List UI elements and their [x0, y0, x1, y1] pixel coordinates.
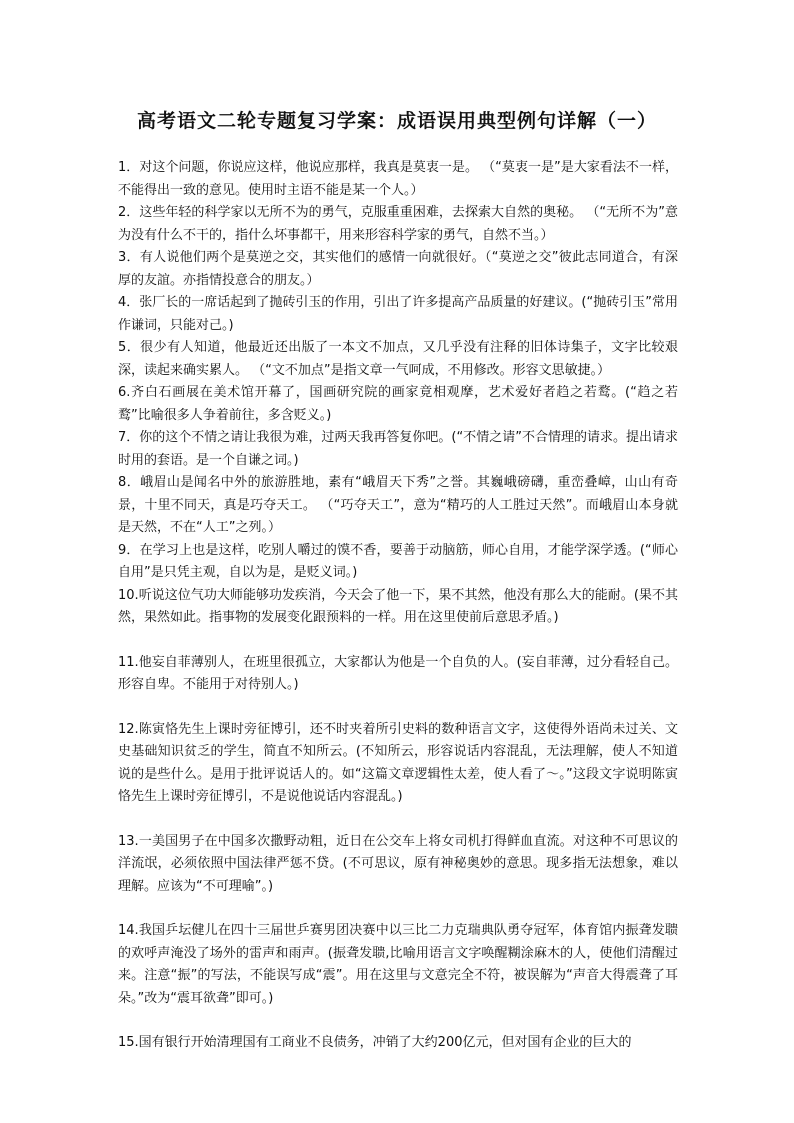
example-item-3: 3．有人说他们两个是莫逆之交，其实他们的感情一向就很好。（“莫逆之交”彼此志同道合，有深厚的友誼。亦指情投意合的朋友。）	[118, 250, 678, 288]
example-item-14: 14.我国乒坛健儿在四十三届世乒赛男团决赛中以三比二力克瑞典队勇夺冠军，体育馆内振聋发聩的欢呼声淹没了场外的雷声和雨声。(振聋发聩,比喻用语言文字唤醒糊涂麻木的人，使他们清醒过来。注意“振”的写法，不能误写成“震”。用在这里与文意完全不符，被误解为“声音大得震聋了耳朵。”改为“震耳欲聋”即可。)	[118, 923, 678, 1006]
example-item-7: 7．你的这个不情之请让我很为难，过两天我再答复你吧。(“不情之请”不合情理的请求。提出请求时用的套语。是一个自谦之词。)	[118, 430, 678, 468]
example-item-8: 8．峨眉山是闻名中外的旅游胜地，素有“峨眉天下秀”之誉。其巍峨磅礴，重峦叠嶂，山山有奇景，十里不同天，真是巧夺天工。 （“巧夺天工”，意为“精巧的人工胜过天然”。而峨眉山本身就是天然，不在“人工”之列。）	[118, 475, 678, 535]
example-item-5: 5．很少有人知道，他最近还出版了一本文不加点，又几乎没有注释的旧体诗集子，文字比较艰深，读起来确实累人。 （“文不加点”是指文章一气呵成，不用修改。形容文思敏捷。）	[118, 340, 678, 378]
example-item-13: 13.一美国男子在中国多次撒野动粗，近日在公交车上将女司机打得鲜血直流。对这种不可思议的洋流氓，必须依照中国法律严惩不贷。(不可思议，原有神秘奥妙的意思。现多指无法想象，难以理解。应该为“不可理喻”。)	[118, 833, 678, 894]
example-item-2: 2．这些年轻的科学家以无所不为的勇气，克服重重困难，去探索大自然的奥秘。 （“无所不为”意为没有什么不干的，指什么坏事都干，用来形容科学家的勇气，自然不当。）	[118, 205, 678, 243]
example-item-12: 12.陈寅恪先生上课时旁征博引，还不时夹着所引史料的数种语言文字，这使得外语尚未过关、文史基础知识贫乏的学生，简直不知所云。(不知所云，形容说话内容混乱，无法理解，使人不知道说的是些什么。是用于批评说话人的。如“这篇文章逻辑性太差，使人看了～。”这段文字说明陈寅恪先生上课时旁征博引，不是说他说话内容混乱。)	[118, 721, 678, 804]
example-item-6: 6.齐白石画展在美术馆开幕了，国画研究院的画家竟相观摩，艺术爱好者趋之若鹜。(“趋之若鹜”比喻很多人争着前往，多含贬义。)	[118, 385, 678, 423]
example-item-15: 15.国有银行开始清理国有工商业不良债务，冲销了大约200亿元，但对国有企业的巨大的	[118, 1035, 632, 1050]
example-item-10: 10.听说这位气功大师能够功发疾消，今天会了他一下，果不其然，他没有那么大的能耐。(果不其然，果然如此。指事物的发展变化跟预料的一样。用在这里使前后意思矛盾。)	[118, 587, 678, 625]
example-item-1: 1．对这个问题，你说应这样，他说应那样，我真是莫衷一是。 （“莫衷一是”是大家看法不一样，不能得出一致的意见。使用时主语不能是某一个人。）	[118, 160, 678, 198]
example-item-9: 9．在学习上也是这样，吃别人嚼过的馍不香，要善于动脑筋，师心自用，才能学深学透。(“师心自用”是只凭主观，自以为是，是贬义词。)	[118, 542, 678, 580]
document-body	[118, 157, 678, 1055]
example-item-11: 11.他妄自菲薄别人，在班里很孤立，大家都认为他是一个自负的人。(妄自菲薄，过分看轻自己。形容自卑。不能用于对待别人。)	[118, 654, 678, 692]
example-item-4: 4．张厂长的一席话起到了抛砖引玉的作用，引出了许多提高产品质量的好建议。(“抛砖引玉”常用作谦词，只能对己。)	[118, 295, 678, 333]
document-title: 高考语文二轮专题复习学案：成语误用典型例句详解（一）	[136, 110, 657, 132]
